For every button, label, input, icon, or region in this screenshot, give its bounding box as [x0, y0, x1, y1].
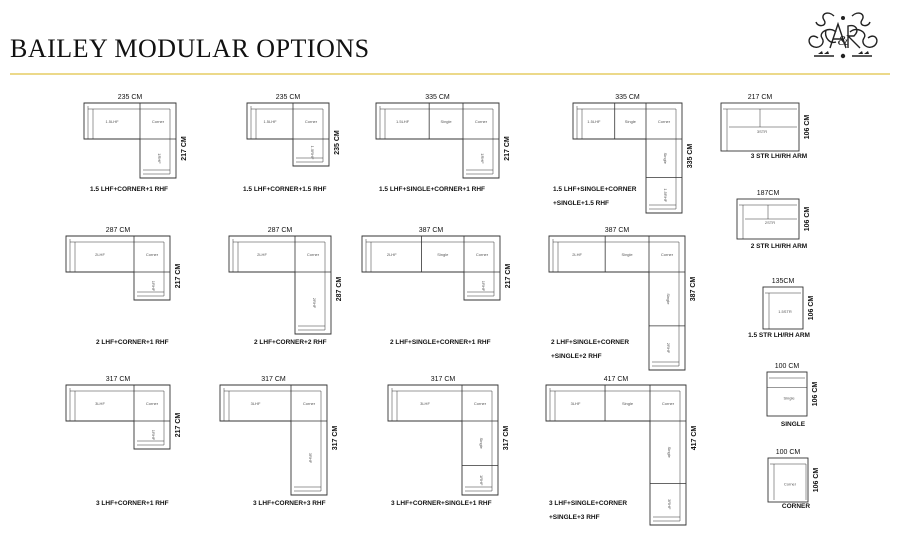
module-label: Single — [667, 446, 672, 458]
sofa-outline — [229, 236, 331, 334]
sofa-config — [243, 94, 341, 193]
dimension-width: 287 CM — [105, 227, 131, 234]
module-label: 1RHF — [151, 280, 156, 292]
module-label: Corner — [145, 252, 159, 257]
dimension-depth: 217 CM — [504, 136, 511, 161]
dimension-depth: 217 CM — [175, 412, 182, 438]
module-label: 2LHF — [386, 252, 397, 257]
dimension-width: 235 CM — [275, 94, 301, 101]
config-caption: 1.5 LHF+SINGLE+CORNER+1 RHF — [379, 186, 486, 193]
module-label: 1.5LHF — [105, 119, 119, 124]
dimension-width: 235 CM — [117, 94, 143, 101]
module-label: Corner — [661, 401, 675, 406]
sofa-config — [376, 94, 511, 193]
sofa-outline — [84, 103, 176, 178]
config-caption: 3 LHF+CORNER+1 RHF — [96, 500, 169, 507]
module-label: Corner — [657, 119, 671, 124]
module-label: 1.5LHF — [396, 119, 410, 124]
config-caption: 2 LHF+CORNER+1 RHF — [96, 339, 169, 346]
module-label: 1RHF — [479, 474, 484, 486]
sofa-config — [66, 376, 182, 507]
module-label: 1RHF — [151, 429, 156, 441]
module-label: Corner — [473, 401, 487, 406]
dimension-depth: 317 CM — [503, 425, 510, 451]
module-label: 2LHF — [257, 252, 267, 257]
module-label: Single — [440, 119, 452, 124]
module-caption: 2 STR LH/RH ARM — [750, 243, 808, 250]
sofa-config — [388, 376, 510, 507]
dimension-depth: 106 CM — [804, 206, 811, 232]
sofa-config — [553, 94, 694, 213]
config-caption: 3 LHF+CORNER+SINGLE+1 RHF — [391, 500, 492, 507]
module-label: Corner — [306, 252, 320, 257]
dimension-width: 217 CM — [747, 94, 773, 101]
single-module — [748, 278, 815, 339]
single-module — [737, 190, 811, 250]
module-label: 3RHF — [308, 452, 313, 464]
dimension-width: 287 CM — [267, 227, 293, 234]
config-caption: 3 LHF+CORNER+3 RHF — [253, 500, 326, 507]
config-caption: +SINGLE+1.5 RHF — [553, 200, 609, 207]
dimension-depth: 235 CM — [334, 130, 341, 155]
module-label: 3RHF — [667, 498, 672, 510]
module-label: Corner — [660, 252, 674, 257]
dimension-depth: 335 CM — [687, 143, 694, 169]
dimension-depth: 217 CM — [175, 263, 182, 289]
sofa-outline — [362, 236, 500, 300]
dimension-width: 417 CM — [603, 376, 629, 383]
module-label: 1RHF — [157, 153, 162, 164]
dimension-depth: 217 CM — [505, 263, 512, 289]
module-label: 1.5LHF — [263, 119, 277, 124]
dimension-width: 100 CM — [775, 449, 801, 456]
single-module — [721, 94, 811, 160]
dimension-depth: 106 CM — [808, 295, 815, 321]
dimension-depth: 417 CM — [691, 425, 698, 451]
module-label: 2RHF — [312, 297, 317, 309]
module-label: 1.5LHF — [587, 119, 601, 124]
sofa-config — [220, 376, 339, 507]
module-label: 3LHF — [95, 401, 105, 406]
config-caption: +SINGLE+2 RHF — [551, 353, 602, 360]
dimension-depth: 387 CM — [690, 276, 697, 302]
module-caption: CORNER — [781, 503, 811, 510]
dimension-depth: 317 CM — [332, 425, 339, 451]
sofa-config — [84, 94, 188, 193]
module-label: 3STR — [756, 128, 768, 134]
dimension-width: 100 CM — [774, 363, 800, 370]
config-caption: 2 LHF+CORNER+2 RHF — [254, 339, 327, 346]
single-module — [768, 449, 820, 510]
module-label: 2LHF — [95, 252, 105, 257]
dimension-depth: 287 CM — [336, 276, 343, 302]
config-caption: 1.5 LHF+CORNER+1 RHF — [90, 186, 169, 193]
module-label: Corner — [474, 119, 488, 124]
dimension-width: 387 CM — [418, 227, 444, 234]
module-label: 2LHF — [572, 252, 582, 257]
dimension-width: 135CM — [771, 278, 795, 285]
module-label: 1.5STR — [778, 309, 792, 315]
sofa-config — [549, 227, 697, 370]
dimension-depth: 106 CM — [813, 467, 820, 493]
module-label: Corner — [145, 401, 159, 406]
sofa-outline — [247, 103, 329, 166]
dimension-width: 317 CM — [261, 376, 286, 383]
dimension-depth: 106 CM — [804, 114, 811, 140]
sofa-config — [362, 227, 512, 346]
dimension-depth: 106 CM — [812, 381, 819, 407]
dimension-width: 317 CM — [105, 376, 131, 383]
module-label: 3LHF — [570, 401, 581, 406]
module-label: Single — [621, 252, 633, 257]
module-label: Single — [663, 152, 668, 164]
module-label: Single — [624, 119, 636, 124]
config-caption: 1.5 LHF+SINGLE+CORNER — [553, 186, 637, 193]
module-label: 2RHF — [666, 342, 671, 354]
dimension-width: 187CM — [756, 190, 780, 197]
module-label: Corner — [783, 481, 797, 487]
module-caption: 1.5 STR LH/RH ARM — [748, 332, 810, 339]
config-caption: 2 LHF+SINGLE+CORNER+1 RHF — [390, 339, 491, 346]
module-caption: SINGLE — [780, 421, 806, 428]
config-caption: 1.5 LHF+CORNER+1.5 RHF — [243, 186, 327, 193]
dimension-width: 387 CM — [604, 227, 630, 234]
config-caption: 3 LHF+SINGLE+CORNER — [549, 500, 628, 507]
module-label: Single — [479, 437, 484, 449]
module-label: Corner — [151, 119, 165, 124]
module-label: 1RHF — [481, 280, 486, 292]
module-label: 2STR — [764, 219, 776, 225]
module-label: 3LHF — [420, 401, 430, 406]
config-caption: 2 LHF+SINGLE+CORNER — [551, 339, 630, 346]
dimension-width: 317 CM — [430, 376, 456, 383]
module-label: Single — [621, 401, 634, 406]
module-label: 1.5RHF — [310, 145, 315, 160]
sofa-config — [546, 376, 698, 525]
single-module — [767, 363, 819, 428]
sofa-config — [66, 227, 182, 346]
dimension-depth: 217 CM — [181, 136, 188, 161]
module-label: Single — [666, 293, 671, 305]
module-label: Single — [783, 395, 795, 401]
dimension-width: 335 CM — [615, 94, 640, 101]
config-caption: +SINGLE+3 RHF — [549, 514, 600, 521]
sofa-config — [229, 227, 343, 346]
module-label: Corner — [304, 119, 318, 124]
svg-text:&: & — [837, 34, 849, 49]
module-label: 1.5RHF — [663, 188, 668, 203]
module-label: Corner — [302, 401, 316, 406]
module-caption: 3 STR LH/RH ARM — [750, 153, 808, 160]
module-label: 3LHF — [250, 401, 261, 406]
module-label: Single — [437, 252, 449, 257]
dimension-width: 335 CM — [425, 94, 450, 101]
module-outline — [767, 372, 807, 416]
page-title: BAILEY MODULAR OPTIONS — [10, 34, 370, 63]
sofa-outline — [376, 103, 499, 178]
module-label: 1RHF — [480, 153, 485, 164]
module-label: Corner — [475, 252, 489, 257]
